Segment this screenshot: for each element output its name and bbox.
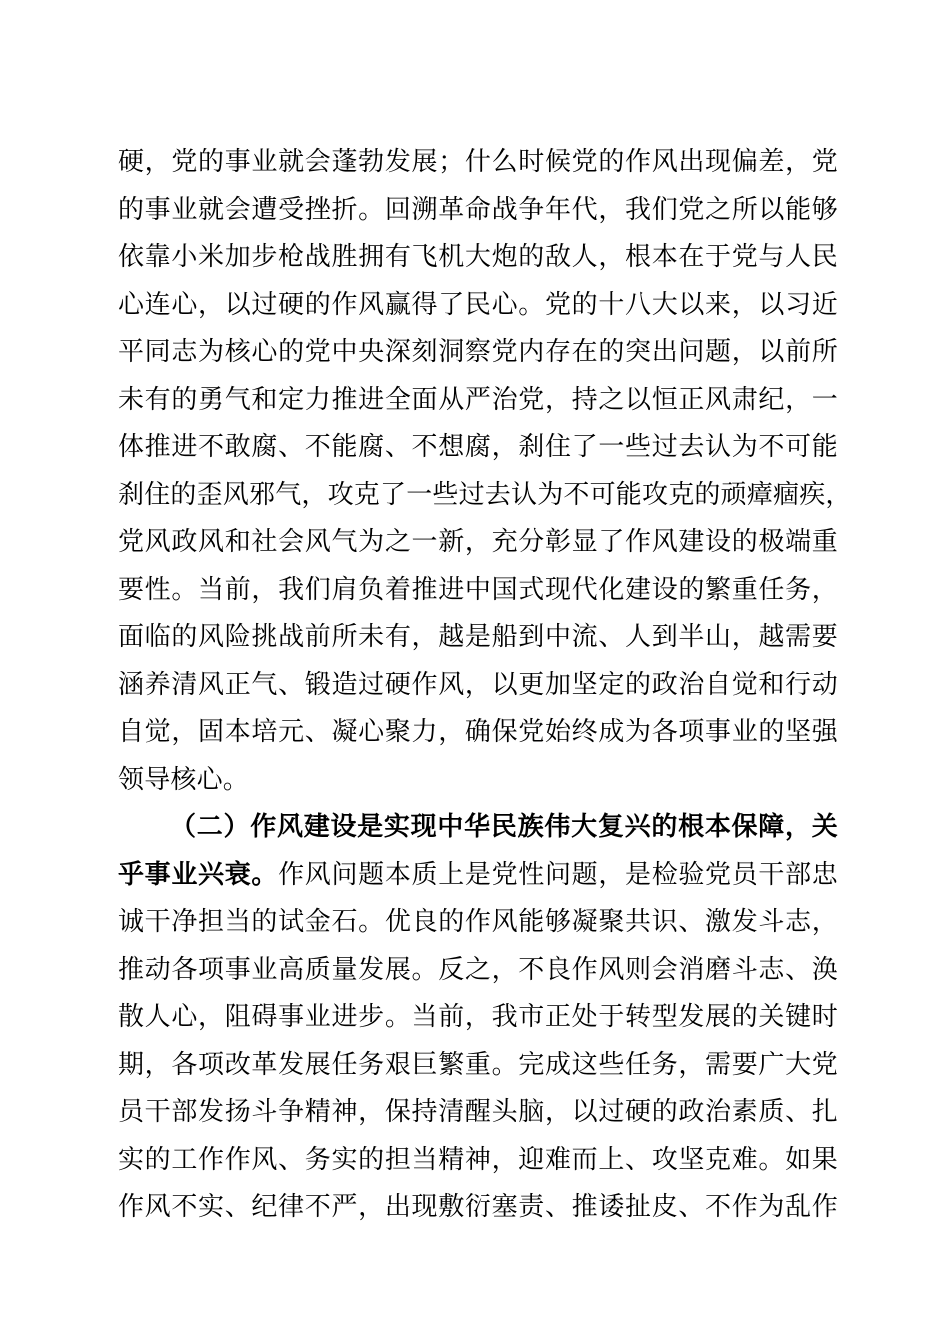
text-line: 未有的勇气和定力推进全面从严治党，持之以恒正风肃纪，一	[118, 384, 838, 415]
text-line	[118, 852, 838, 900]
body-text	[118, 139, 852, 1232]
text-line: 刹住的歪风邪气，攻克了一些过去认为不可能攻克的顽瘴痼疾，	[118, 479, 852, 510]
text-line: 作风不实、纪律不严，出现敷衍塞责、推诿扯皮、不作为乱作	[118, 1192, 838, 1222]
text-line: 员干部发扬斗争精神，保持清醒头脑，以过硬的政治素质、扎	[118, 1097, 838, 1127]
text-line: 党风政风和社会风气为之一新，充分彰显了作风建设的极端重	[118, 527, 838, 557]
section-heading-end: 乎事业兴衰。	[118, 859, 279, 890]
text-line: 实的工作作风、务实的担当精神，迎难而上、攻坚克难。如果	[118, 1144, 838, 1175]
text-line: 平同志为核心的党中央深刻洞察党内存在的突出问题，以前所	[118, 337, 838, 367]
text-line: 期，各项改革发展任务艰巨繁重。完成这些任务，需要广大党	[118, 1049, 838, 1080]
text-line: 散人心，阻碍事业进步。当前，我市正处于转型发展的关键时	[118, 1002, 838, 1032]
text-line: 涵养清风正气、锻造过硬作风，以更加坚定的政治自觉和行动	[118, 669, 838, 700]
text-line: 硬，党的事业就会蓬勃发展；什么时候党的作风出现偏差，党	[118, 147, 838, 177]
text-line: 体推进不敢腐、不能腐、不想腐，刹住了一些过去认为不可能	[118, 432, 838, 462]
text-line: 自觉，固本培元、凝心聚力，确保党始终成为各项事业的坚强	[118, 717, 838, 747]
section-heading-line	[118, 804, 838, 852]
text-line: 面临的风险挑战前所未有，越是船到中流、人到半山，越需要	[118, 622, 838, 652]
text-line: 领导核心。	[118, 764, 250, 795]
text-line: 心连心，以过硬的作风赢得了民心。党的十八大以来，以习近	[118, 289, 838, 320]
section-heading: （二）作风建设是实现中华民族伟大复兴的根本保障，关	[170, 812, 838, 842]
text-run: 作风问题本质上是党性问题，是检验党员干部忠	[278, 859, 838, 890]
text-line: 诚干净担当的试金石。优良的作风能够凝聚共识、激发斗志，	[118, 907, 838, 937]
text-line: 的事业就会遭受挫折。回溯革命战争年代，我们党之所以能够	[118, 194, 838, 225]
text-line: 依靠小米加步枪战胜拥有飞机大炮的敌人，根本在于党与人民	[118, 242, 838, 272]
text-line: 要性。当前，我们肩负着推进中国式现代化建设的繁重任务，	[118, 574, 838, 605]
text-line: 推动各项事业高质量发展。反之，不良作风则会消磨斗志、涣	[118, 954, 838, 985]
